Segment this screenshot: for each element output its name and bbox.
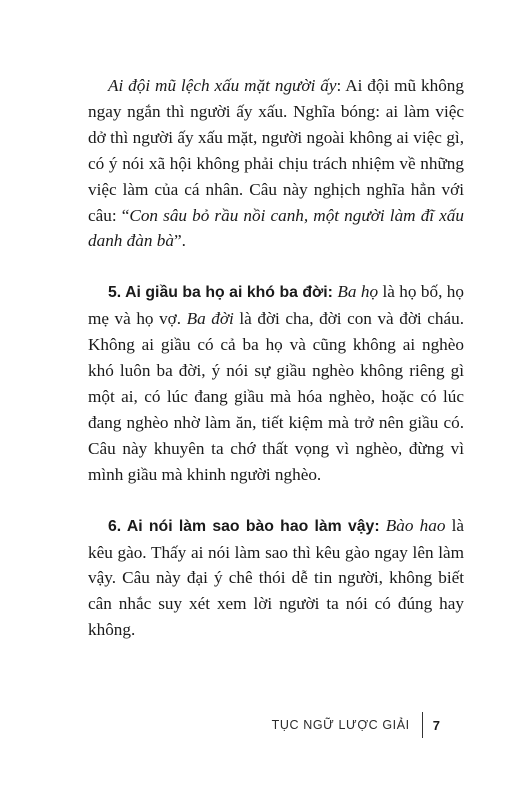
proverb-phrase: Ai đội mũ lệch xấu mặt người ấy xyxy=(108,76,337,95)
term-ba-doi: Ba đời xyxy=(186,309,234,329)
proverb-heading: 5. Ai giầu ba họ ai khó ba đời: xyxy=(108,284,333,302)
paragraph-proverb-4 xyxy=(88,73,464,254)
page-footer xyxy=(272,712,440,738)
footer-divider xyxy=(422,712,423,738)
paragraph-proverb-5 xyxy=(88,279,464,487)
explanation-text-end: ”. xyxy=(173,231,186,251)
page-number: 7 xyxy=(432,717,440,733)
explanation-text: : Ai đội mũ không ngay ngắn thì người ấy xấu. Nghĩa bóng: ai làm việc dở thì người ấy xấu mặt, người ngoài không ai việc gì, có ý nói xã hội không phải chịu trách nhiệm về những việc làm của cá nhân. Câu này nghịch nghĩa hẳn với câu: “ xyxy=(88,76,464,225)
quoted-proverb: Con sâu bỏ rầu nồi canh, một người làm đĩ xấu danh đàn bà xyxy=(88,205,464,251)
page-body xyxy=(88,73,464,643)
proverb-heading: 6. Ai nói làm sao bào hao làm vậy: xyxy=(108,517,380,535)
paragraph-proverb-6 xyxy=(88,513,464,644)
explanation-text: là họ bố, họ mẹ và họ vợ. xyxy=(88,282,464,329)
term-ba-ho: Ba họ xyxy=(337,282,379,302)
running-title: TỤC NGỮ LƯỢC GIẢI xyxy=(271,718,410,732)
explanation-text: là kêu gào. Thấy ai nói làm sao thì kêu gào ngay lên làm vậy. Câu này đại ý chê thói dễ tin người, không biết cân nhắc suy xét xem lời người ta nói có đúng hay không. xyxy=(88,515,464,640)
term-bao-hao: Bào hao xyxy=(385,515,446,535)
explanation-text-end: là đời cha, đời con và đời cháu. Không ai giầu có cả ba họ và cũng không ai nghèo khó luôn ba đời, ý nói sự giầu nghèo không riêng gì một ai, có lúc đang giầu mà hóa nghèo, hoặc có lúc đang nghèo nhờ làm ăn, tiết kiệm mà trở nên giầu có. Câu này khuyên ta chớ thất vọng vì nghèo, đừng vì mình giầu mà khinh người nghèo. xyxy=(88,309,464,484)
